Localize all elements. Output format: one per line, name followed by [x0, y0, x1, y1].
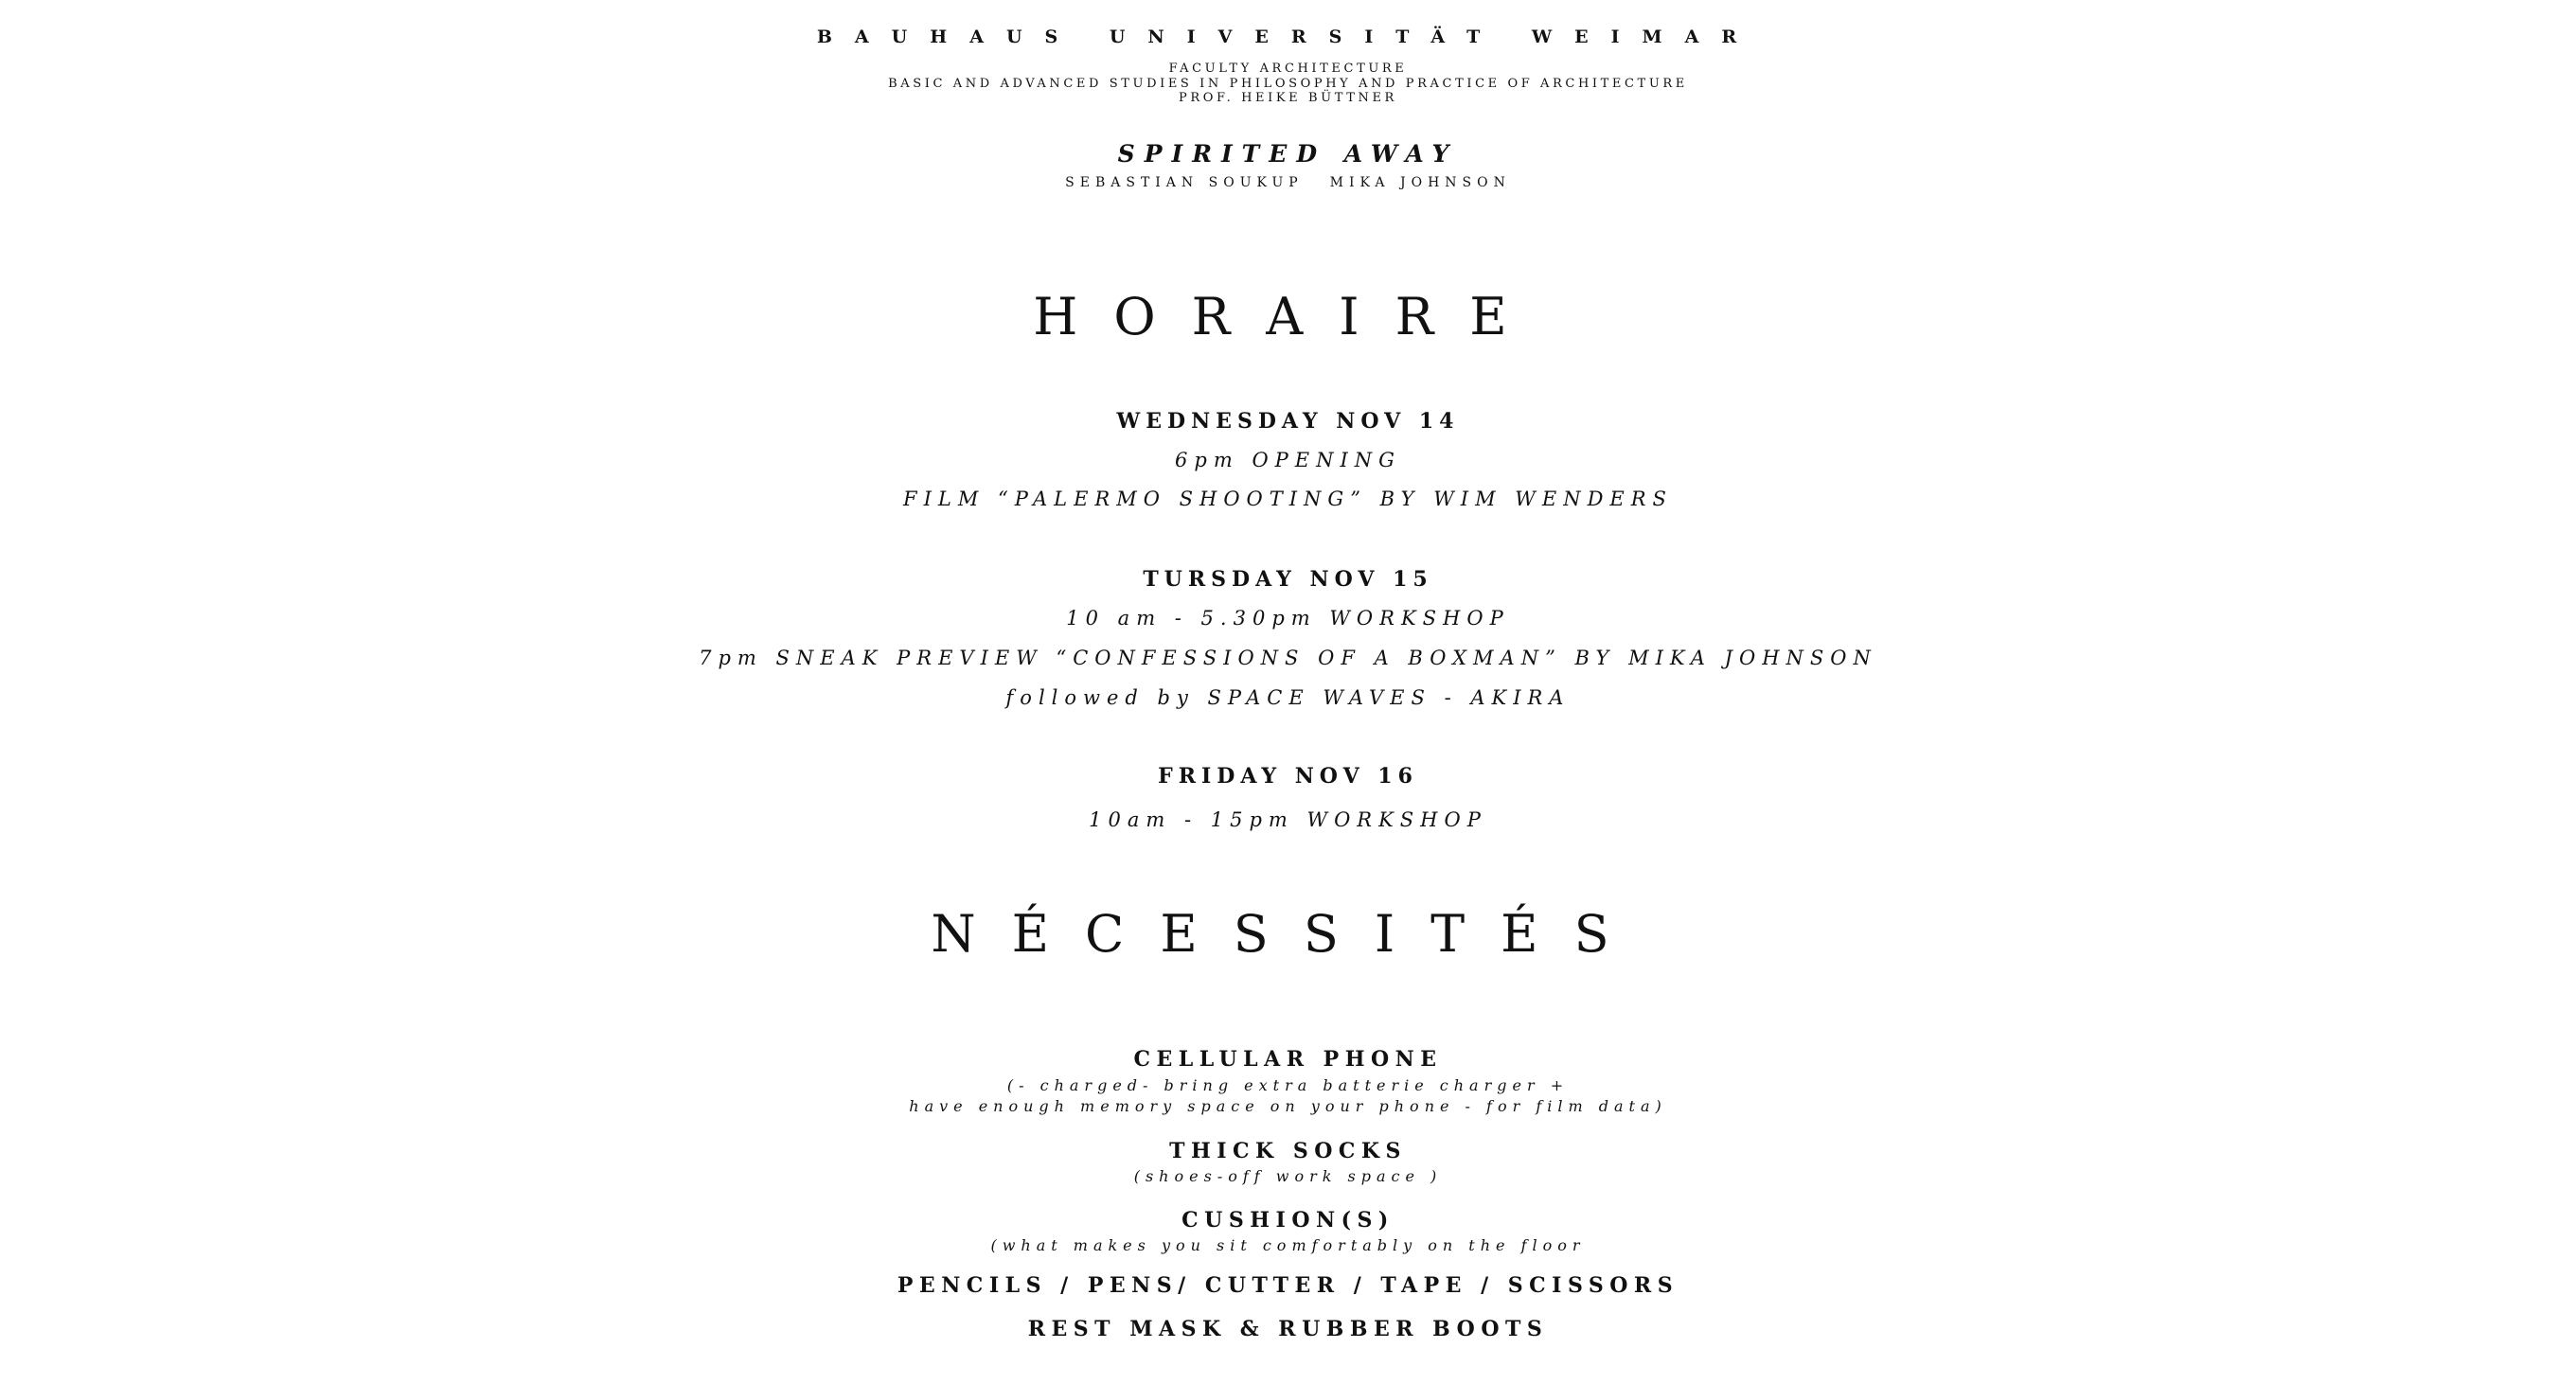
necessities-heading: NÉCESSITÉS [931, 904, 1645, 964]
necessity-item: REST MASK & RUBBER BOOTS [1027, 1317, 1549, 1341]
university-name: BAUHAUS UNIVERSITÄT WEIMAR [816, 27, 1760, 47]
author-name: SEBASTIAN SOUKUP [1065, 175, 1304, 190]
schedule-heading: HORAIRE [1033, 287, 1543, 346]
necessity-note: (- charged- bring extra batterie charger + [1006, 1076, 1570, 1094]
schedule-day: TURSDAY NOV 15 [1143, 567, 1433, 592]
schedule-event: 10am - 15pm WORKSHOP [1089, 808, 1487, 831]
author-name: MIKA JOHNSON [1329, 175, 1511, 190]
professor-name: PROF. HEIKE BÜTTNER [1179, 91, 1397, 105]
necessity-note: have enough memory space on your phone - for film data) [909, 1097, 1667, 1115]
necessity-item: CUSHION(S) [1181, 1208, 1395, 1233]
schedule-day: WEDNESDAY NOV 14 [1116, 409, 1460, 434]
schedule-event: followed by SPACE WAVES - AKIRA [1005, 686, 1571, 709]
necessity-item: THICK SOCKS [1169, 1139, 1407, 1163]
necessity-item: PENCILS / PENS/ CUTTER / TAPE / SCISSORS [897, 1273, 1679, 1298]
faculty-name: FACULTY ARCHITECTURE [1168, 62, 1408, 76]
schedule-day: FRIDAY NOV 16 [1158, 764, 1418, 789]
schedule-event: 7pm SNEAK PREVIEW “CONFESSIONS OF A BOXMAN” BY MIKA JOHNSON [699, 647, 1877, 669]
schedule-event: FILM “PALERMO SHOOTING” BY WIM WENDERS [903, 488, 1673, 510]
schedule-event: 6pm OPENING [1175, 449, 1401, 471]
schedule-event: 10 am - 5.30pm WORKSHOP [1066, 607, 1510, 630]
project-title: SPIRITED AWAY [1117, 140, 1459, 168]
necessity-note: (what makes you sit comfortably on the floor [990, 1236, 1586, 1254]
necessity-item: CELLULAR PHONE [1133, 1047, 1443, 1072]
studies-program: BASIC AND ADVANCED STUDIES IN PHILOSOPHY AND PRACTICE OF ARCHITECTURE [888, 77, 1688, 91]
necessity-note: (shoes-off work space ) [1133, 1167, 1443, 1185]
project-authors [0, 176, 2576, 189]
